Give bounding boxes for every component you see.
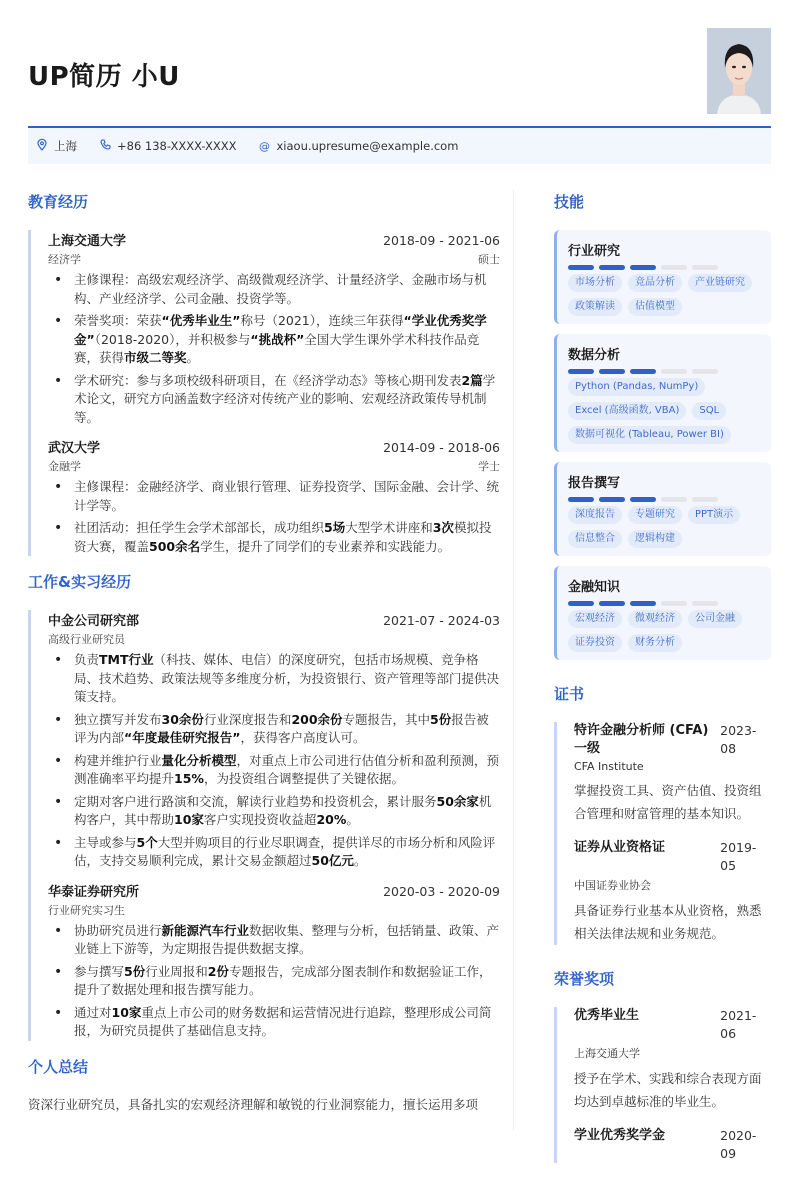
level-segment-empty — [661, 601, 687, 606]
bold-text: 200余份 — [291, 711, 343, 727]
level-segment-filled — [599, 497, 625, 502]
column-divider — [513, 190, 514, 1130]
bold-text: “学业优秀奖学金” — [74, 313, 487, 347]
skill-name: 报告撰写 — [568, 476, 621, 491]
bold-text: TMT行业 — [99, 652, 154, 667]
level-segment-empty — [661, 369, 687, 374]
level-segment-filled — [599, 601, 625, 606]
date-range: 2014-09 - 2018-06 — [383, 440, 500, 455]
date-range: 2020-03 - 2020-09 — [383, 883, 500, 899]
bullet-item — [48, 793, 500, 830]
bold-text: 5份 — [124, 963, 146, 979]
level-segment-filled — [599, 369, 625, 374]
text: 学术研究：参与多项校级科研项目，在《经济学动态》等核心期刊发表 — [74, 372, 462, 388]
skill-name: 金融知识 — [568, 580, 621, 595]
bullet-item — [48, 1004, 500, 1041]
text: （科技、媒体、电信）的深度研究，包括市场规模、竞争格局、技术趋势、政策法规等多维度分析，为投资银行、资产管理等部门提供决策支持。 — [74, 652, 500, 704]
skill-tag: 产业链研究 — [688, 274, 752, 292]
bullet-list — [48, 478, 500, 556]
bullet-item — [48, 478, 500, 515]
bullet-item — [48, 963, 500, 1000]
job-role: 高级行业研究员 — [48, 633, 125, 646]
skill-card — [554, 334, 771, 452]
bullet-item — [48, 519, 500, 556]
skill-level-bar — [568, 601, 761, 606]
text: 构建并维护行业 — [74, 752, 162, 768]
text: 学生，提升了同学们的专业素养和实践能力。 — [200, 538, 451, 554]
level-segment-filled — [630, 369, 656, 374]
text: 负责 — [74, 652, 100, 667]
skill-tag: Excel (高级函数, VBA) — [568, 402, 686, 420]
level-segment-filled — [568, 601, 594, 606]
section-title: 个人总结 — [28, 1057, 89, 1076]
skill-tag: 专题研究 — [628, 506, 682, 524]
resume-header — [28, 28, 771, 126]
text: 模拟投资大赛，覆盖 — [74, 520, 492, 554]
text: 机构客户，其中帮助 — [74, 793, 492, 827]
text: 主修课程：金融经济学、商业银行管理、证券投资学、国际金融、会计学、统计学等。 — [74, 479, 500, 513]
bullet-item — [48, 271, 500, 308]
company-name: 中金公司研究部 — [48, 614, 140, 629]
skill-card — [554, 566, 771, 660]
level-segment-filled — [630, 265, 656, 270]
entry-header — [48, 437, 500, 456]
entry-header — [48, 881, 500, 900]
entry-header — [574, 1127, 771, 1163]
awards-section — [554, 967, 771, 1163]
entry-subline — [48, 458, 500, 474]
text: 报告被评为内部 — [74, 711, 489, 745]
skill-tag: 竞品分析 — [628, 274, 682, 292]
text: 专题报告，完成部分图表制作和数据验证工作，提升了数据处理和报告撰写能力。 — [74, 963, 492, 997]
bullet-item — [48, 752, 500, 789]
section-title: 证书 — [554, 685, 585, 703]
side-column — [554, 190, 771, 1177]
bullet-list — [48, 271, 500, 427]
at-sign-icon: @ — [258, 139, 270, 153]
text: 行业周报和 — [145, 963, 208, 979]
text: 专题报告，其中 — [342, 711, 431, 727]
location-pin-icon — [36, 139, 48, 154]
bold-text: “优秀毕业生” — [161, 313, 241, 328]
profile-photo — [707, 28, 771, 114]
skill-tag: 逻辑构建 — [628, 530, 682, 548]
text: 独立撰写并发布 — [74, 711, 162, 727]
level-segment-filled — [568, 265, 594, 270]
bold-text: 5个 — [136, 834, 158, 850]
degree: 学士 — [478, 460, 500, 473]
bold-text: 10家 — [174, 812, 204, 827]
bullet-item — [48, 312, 500, 368]
portrait-icon — [707, 28, 771, 114]
description: 具备证券行业基本从业资格，熟悉相关法律法规和业务规范。 — [574, 903, 762, 941]
level-segment-filled — [630, 497, 656, 502]
certificate-name: 证券从业资格证 — [574, 840, 666, 855]
certificate-list — [554, 722, 771, 945]
skills-list — [554, 230, 771, 660]
skill-tags — [568, 378, 761, 444]
text: 通过对 — [74, 1004, 112, 1020]
bold-text: 50亿元 — [311, 853, 354, 868]
text: 学术论文，研究方向涵盖数字经济对传统产业的影响、宏观经济政策传导机制等。 — [74, 372, 496, 425]
entry-header — [574, 722, 771, 758]
level-segment-empty — [692, 369, 718, 374]
skill-tags — [568, 610, 761, 652]
section-title: 技能 — [554, 193, 585, 211]
candidate-name: UP简历 小U — [28, 62, 180, 92]
text: ，获得客户高度认可。 — [240, 730, 366, 745]
entry-header — [574, 839, 771, 875]
skill-tag: 证券投资 — [568, 634, 622, 652]
date-range: 2018-09 - 2021-06 — [383, 233, 500, 248]
skill-tag: 数据可视化 (Tableau, Power BI) — [568, 426, 731, 444]
text: 行业深度报告和 — [203, 711, 292, 727]
text: 。 — [353, 853, 367, 868]
bold-text: 2份 — [207, 963, 229, 979]
skill-name: 行业研究 — [568, 244, 621, 259]
certificate-name: 特许金融分析师 (CFA) 一级 — [574, 723, 709, 756]
major: 经济学 — [48, 253, 81, 266]
bold-text: 10家 — [111, 1004, 142, 1020]
entry-subline — [48, 251, 500, 267]
school-name: 上海交通大学 — [48, 234, 127, 249]
bold-text: 20% — [316, 812, 347, 827]
bold-text: 市级二等奖 — [124, 350, 187, 365]
school-name: 武汉大学 — [48, 441, 101, 456]
bullet-item — [48, 651, 500, 707]
skill-tag: 信息整合 — [568, 530, 622, 548]
text: 荣誉奖项：荣获 — [74, 313, 162, 328]
award-entry — [574, 1127, 771, 1163]
description: 掌握投资工具、资产估值、投资组合管理和财富管理的基本知识。 — [574, 783, 762, 821]
entry-header — [48, 610, 500, 629]
skill-tag: 深度报告 — [568, 506, 622, 524]
issuer: 中国证券业协会 — [574, 879, 651, 892]
entry-subline — [48, 631, 500, 647]
main-column — [28, 190, 500, 1115]
text: 主导或参与 — [74, 834, 137, 850]
education-list — [28, 230, 500, 556]
level-segment-filled — [568, 497, 594, 502]
skill-name: 数据分析 — [568, 348, 621, 363]
award-entry — [574, 1007, 771, 1113]
text: ，为投资组合调整提供了关键依据。 — [203, 771, 404, 786]
skill-tag: 财务分析 — [628, 634, 682, 652]
issuer: CFA Institute — [574, 760, 644, 773]
skill-tag: 宏观经济 — [568, 610, 622, 628]
skill-level-bar — [568, 265, 761, 270]
skill-level-bar — [568, 369, 761, 374]
date: 2021-06 — [720, 1008, 757, 1041]
education-entry — [48, 230, 500, 427]
skill-tags — [568, 506, 761, 548]
summary-section — [28, 1055, 500, 1115]
bold-text: 15% — [174, 771, 204, 786]
bullet-item — [48, 372, 500, 428]
level-segment-empty — [692, 601, 718, 606]
section-title: 教育经历 — [28, 193, 89, 211]
contact-location: 上海 — [36, 138, 77, 154]
skill-tags — [568, 274, 761, 316]
level-segment-empty — [661, 497, 687, 502]
entry-header — [48, 230, 500, 249]
certificate-entry — [574, 722, 771, 825]
text: 参与撰写 — [74, 963, 125, 979]
text: 数据收集、整理与分析，包括销量、政策、产业链上下游等，为定期报告提供数据支撑。 — [74, 922, 500, 956]
level-segment-filled — [599, 265, 625, 270]
contact-phone[interactable]: +86 138-XXXX-XXXX — [99, 139, 236, 153]
major: 金融学 — [48, 460, 81, 473]
bold-text: 2篇 — [461, 372, 483, 388]
bullet-item — [48, 922, 500, 959]
date: 2023-08 — [720, 723, 757, 756]
bold-text: 3次 — [432, 520, 454, 535]
text: 定期对客户进行路演和交流，解读行业趋势和投资机会，累计服务 — [74, 793, 437, 809]
text: 重点上市公司的财务数据和运营情况进行追踪，整理形成公司简报，为研究员提供了基础信息支持。 — [74, 1004, 492, 1038]
skill-card — [554, 462, 771, 556]
entry-subline — [48, 902, 500, 918]
text: 大型并购项目的行业尽职调查，提供详尽的市场分析和风险评估，支持交易顺利完成，累计交易金额超过 — [74, 834, 496, 868]
level-segment-empty — [692, 497, 718, 502]
issuer: 上海交通大学 — [574, 1047, 640, 1060]
work-list — [28, 610, 500, 1041]
bold-text: 新能源汽车行业 — [161, 922, 250, 938]
entry-header — [574, 1007, 771, 1043]
bullet-item — [48, 711, 500, 748]
skill-tag: 政策解读 — [568, 298, 622, 316]
text: 主修课程：高级宏观经济学、高级微观经济学、计量经济学、金融市场与机构、产业经济学、公司金融、投资学等。 — [74, 272, 487, 306]
certificate-entry — [574, 839, 771, 945]
bold-text: “挑战杯” — [250, 331, 305, 347]
date-range: 2021-07 - 2024-03 — [383, 613, 500, 628]
text: （2018-2020），并积极参与 — [94, 331, 251, 347]
award-list — [554, 1007, 771, 1163]
skill-tag: PPT演示 — [688, 506, 740, 524]
text: ，对重点上市公司进行估值分析和盈利预测，预测准确率平均提升 — [74, 752, 500, 786]
contact-bar — [28, 128, 771, 164]
bullet-list — [48, 651, 500, 871]
summary-text: 资深行业研究员，具备扎实的宏观经济理解和敏锐的行业洞察能力，擅长运用多项 — [28, 1096, 479, 1112]
text: 。 — [186, 350, 200, 365]
skill-tag: 估值模型 — [628, 298, 682, 316]
text: 。 — [346, 812, 359, 827]
skill-tag: Python (Pandas, NumPy) — [568, 378, 705, 396]
text: 大型学术讲座和 — [345, 520, 433, 535]
bold-text: 30余份 — [161, 711, 204, 727]
work-section — [28, 570, 500, 1041]
bold-text: 5份 — [430, 711, 452, 727]
job-role: 行业研究实习生 — [48, 903, 125, 917]
phone-icon — [99, 139, 111, 153]
date: 2020-09 — [720, 1128, 757, 1161]
bold-text: 500余名 — [149, 538, 201, 554]
level-segment-filled — [568, 369, 594, 374]
contact-email[interactable]: @ xiaou.upresume@example.com — [258, 139, 459, 153]
level-segment-filled — [630, 601, 656, 606]
work-entry — [48, 610, 500, 871]
work-entry — [48, 881, 500, 1041]
certificates-section — [554, 682, 771, 945]
date: 2019-05 — [720, 840, 757, 873]
section-title: 荣誉奖项 — [554, 970, 615, 988]
award-name: 学业优秀奖学金 — [574, 1128, 666, 1143]
skill-tag: 公司金融 — [688, 610, 742, 628]
bullet-list — [48, 922, 500, 1041]
skill-level-bar — [568, 497, 761, 502]
degree: 硕士 — [478, 253, 500, 266]
skill-tag: 微观经济 — [628, 610, 682, 628]
bold-text: 5场 — [324, 520, 346, 535]
bullet-item — [48, 834, 500, 871]
level-segment-empty — [661, 265, 687, 270]
award-name: 优秀毕业生 — [574, 1008, 640, 1023]
text: 协助研究员进行 — [74, 922, 162, 938]
level-segment-empty — [692, 265, 718, 270]
bold-text: “年度最佳研究报告” — [124, 730, 241, 745]
section-title: 工作&实习经历 — [28, 573, 132, 591]
education-entry — [48, 437, 500, 556]
description: 授予在学术、实践和综合表现方面均达到卓越标准的毕业生。 — [574, 1071, 762, 1109]
skill-tag: SQL — [692, 402, 726, 420]
education-section — [28, 190, 500, 556]
text: 称号（2021），连续三年获得 — [240, 313, 404, 328]
text: 社团活动：担任学生会学术部部长，成功组织 — [74, 520, 325, 535]
bold-text: 量化分析模型 — [161, 752, 237, 768]
text: 全国大学生课外学术科技作品竞赛，获得 — [74, 331, 480, 365]
bold-text: 50余家 — [436, 793, 479, 809]
skill-tag: 市场分析 — [568, 274, 622, 292]
skills-section — [554, 190, 771, 660]
company-name: 华泰证券研究所 — [48, 884, 140, 900]
text: 客户实现投资收益超 — [203, 812, 317, 827]
skill-card — [554, 230, 771, 324]
